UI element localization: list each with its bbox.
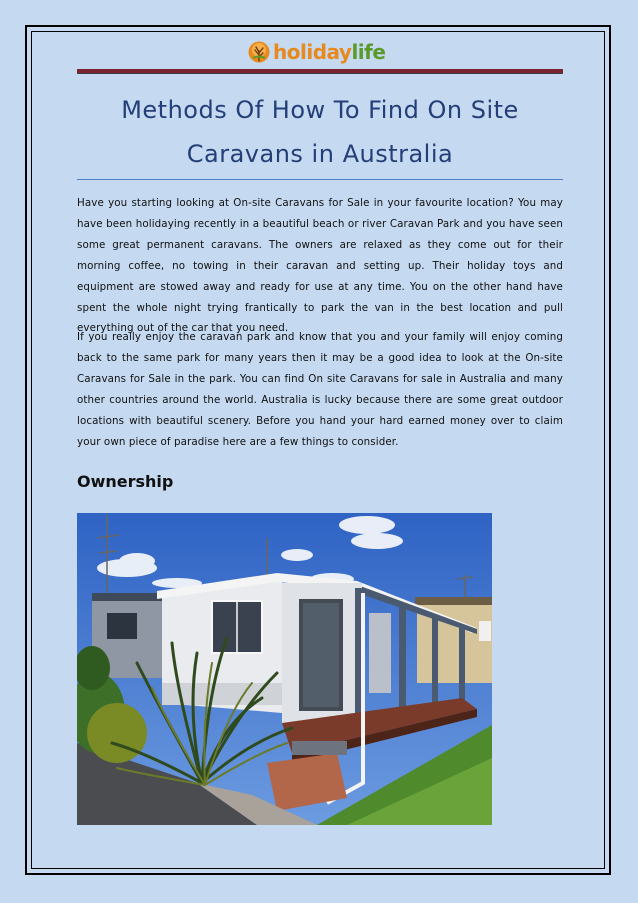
page-title: Methods Of How To Find On Site Caravans in Australia [121,96,519,168]
logo-text-life: life [351,40,386,64]
caravan-photo [77,513,492,825]
logo-text-holiday: holiday [273,40,352,64]
intro-paragraph: Have you starting looking at On-site Caravans for Sale in your favourite location? You may have been holidaying recently in a beautiful beach or river Caravan Park and you have seen some great permanent caravans. The owners are relaxed as they come out for their morning coffee, no towing in their caravan and setting up. Their holiday toys and equipment are stowed away and ready for use at any time. You on the other hand have spent the whole night trying frantically to park the van in the best location and pull everything out of the car that you need. [77,197,563,335]
header-rule [77,69,563,74]
title-underline [77,179,563,180]
body-paragraph: If you really enjoy the caravan park and know that you and your family will enjoy coming back to the same park for many years then it may be a good idea to look at the On-site Caravans for Sale in the park. You can find On site Caravans for sale in Australia and many other countries around the world. Australia is lucky because there are some great outdoor locations with beautiful scenery. Before you hand your hard earned money over to claim your own piece of paradise here are a few things to consider. [77,331,563,448]
holidaylife-logo[interactable] [248,38,385,66]
section-heading-ownership: Ownership [77,472,174,491]
tree-logo-icon [248,41,270,63]
